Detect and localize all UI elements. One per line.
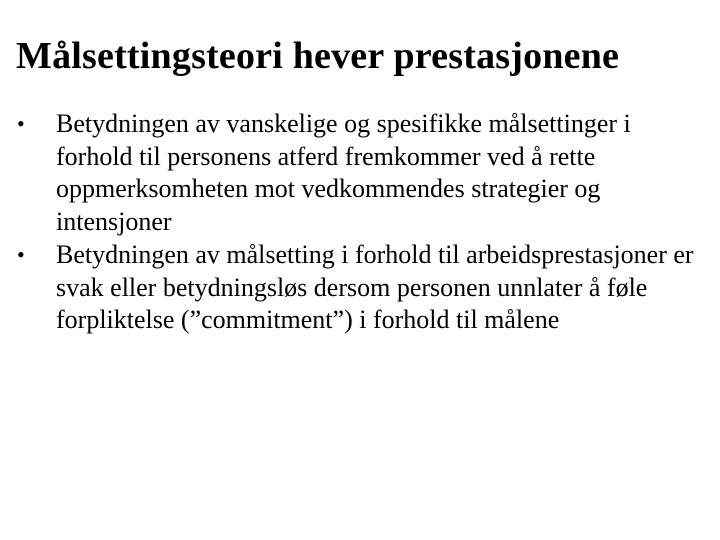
bullet-item: [0, 108, 720, 238]
bullet-item: [0, 239, 720, 337]
bullet-text: Betydningen av vanskelige og spesifikke målsettinger i forhold til personens atferd fremkommer ved å rette oppmerksomheten mot vedkommendes strategier og intensjoner: [56, 109, 631, 236]
bullet-dot-icon: •: [17, 242, 25, 267]
bullet-text: Betydningen av målsetting i forhold til arbeidsprestasjoner er svak eller betydningsløs dersom personen unnlater å føle forpliktelse (”commitment”) i forhold til målene: [56, 240, 694, 334]
bullet-list: [0, 108, 720, 337]
slide-title: Målsettingsteori hever prestasjonene: [16, 35, 620, 77]
bullet-dot-icon: •: [17, 111, 25, 136]
